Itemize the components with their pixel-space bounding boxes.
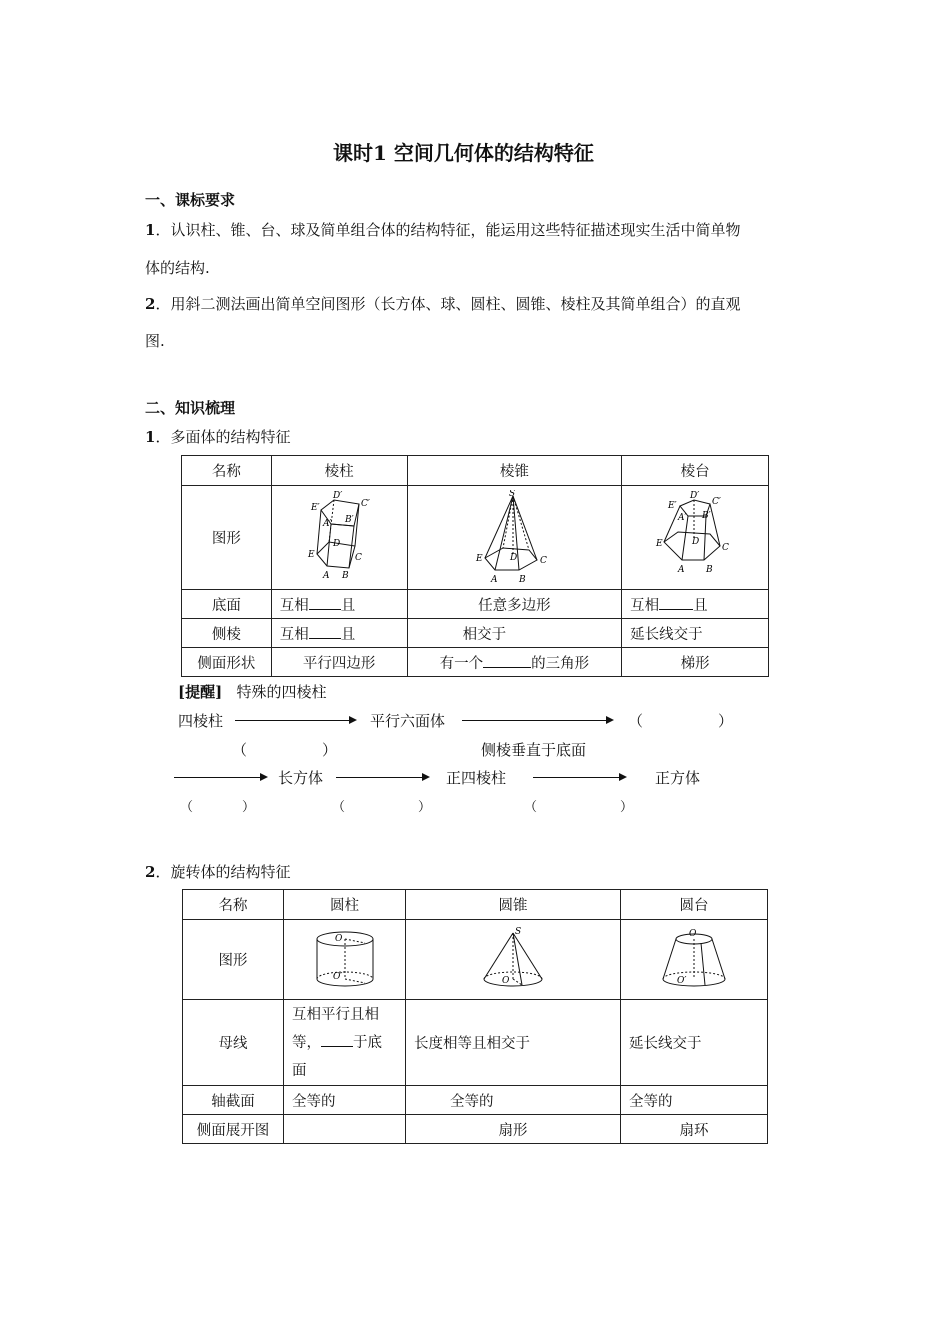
fill-blank [659,609,693,610]
flow-paren-close: ） [718,712,734,730]
polyhedra-table [181,455,769,677]
flow-arrow [533,777,625,778]
header-name: 名称 [182,456,272,486]
cylinder-generatrix-cell [284,1000,406,1086]
prism-figure-cell [271,486,407,590]
frustum-figure-cell [622,486,769,590]
requirement-text: ．认识柱、锥、台、球及简单组合体的结构特征，能运用这些特征描述现实生活中简单物 [155,221,741,239]
requirement-1-cont: 体的结构. [145,259,210,277]
row-label-figure: 图形 [182,486,272,590]
fill-blank [483,667,531,668]
cell-text: 互相 [630,597,660,614]
cell-text: 的三角形 [531,655,590,672]
svg-text:D′: D′ [333,490,343,501]
cell-text: 相交于 [462,626,507,643]
tip-label: [提醒] [178,683,223,701]
flow-condition: 侧棱垂直于底面 [481,741,587,759]
flow-node-cuboid: 长方体 [278,769,324,787]
cylinder-figure [305,927,385,993]
prism-figure [299,490,379,586]
flow-paren-open: （ [180,800,194,815]
svg-text:D: D [333,538,341,549]
cell-text: 且 [340,597,356,614]
cone-figure-cell [406,920,621,1000]
prism-edge-cell [271,619,407,648]
subheading-number: 2 [145,863,156,881]
cone-axial-cell: 全等的 [406,1086,621,1115]
header-frustum-cone: 圆台 [621,890,768,920]
svg-text:O: O [334,933,342,944]
tip-line [178,681,327,702]
header-name: 名称 [183,890,284,920]
subheading-text: ．多面体的结构特征 [155,428,291,446]
cell-text: 互相 [279,597,309,614]
fill-blank [309,638,341,639]
flow-arrow [235,720,355,721]
flow-node-quadrangular-prism: 四棱柱 [178,712,224,730]
svg-text:A: A [678,564,685,575]
flow-paren-open: （ [332,800,346,815]
svg-text:O: O [689,928,697,939]
svg-text:E: E [656,538,663,549]
svg-text:B: B [342,570,349,581]
pyramid-face-cell [407,648,622,677]
svg-text:E′: E′ [668,500,677,511]
flow-arrow [336,777,428,778]
row-label-base: 底面 [182,590,272,619]
cylinder-lateral-cell [284,1115,406,1144]
subheading-solids-of-revolution [145,861,290,882]
fill-blank [321,1046,353,1047]
header-frustum: 棱台 [622,456,769,486]
row-label-generatrix: 母线 [183,1000,284,1086]
svg-text:S: S [515,926,522,937]
requirement-1 [145,219,740,240]
svg-text:B′: B′ [345,514,354,525]
pyramid-figure-cell [407,486,622,590]
cell-text: 且 [693,597,708,614]
row-label-lateral-edge: 侧棱 [182,619,272,648]
row-label-axial-section: 轴截面 [183,1086,284,1115]
header-cylinder: 圆柱 [284,890,406,920]
svg-text:B: B [706,564,713,575]
svg-text:E: E [308,549,315,560]
cell-text: 于底 [353,1034,382,1051]
row-label-lateral-development: 侧面展开图 [183,1115,284,1144]
cylinder-figure-cell [284,920,406,1000]
requirement-2-cont: 图. [145,332,165,350]
svg-text:C′: C′ [712,496,722,507]
svg-text:D: D [692,536,700,547]
section-heading-requirements: 一、课标要求 [145,191,236,209]
pyramid-figure [469,490,559,586]
frustum-edge-cell: 延长线交于 [622,619,769,648]
frustum-cone-figure-cell [621,920,768,1000]
svg-text:C′: C′ [361,498,371,509]
subheading-polyhedra [145,426,290,447]
svg-text:E: E [476,553,483,564]
cell-text: 面 [292,1062,307,1079]
svg-text:S: S [509,489,516,499]
svg-text:D′: D′ [690,490,700,501]
row-label-lateral-face: 侧面形状 [182,648,272,677]
svg-text:A′: A′ [323,518,332,529]
prism-base-cell [271,590,407,619]
frustum-cone-figure [649,927,739,993]
flow-node-regular-prism: 正四棱柱 [446,769,507,787]
svg-text:A: A [491,574,498,585]
requirement-2 [145,293,740,314]
frustum-base-cell [622,590,769,619]
flow-paren-open: （ [232,741,248,759]
svg-text:A: A [323,570,330,581]
cone-generatrix-cell: 长度相等且相交于 [406,1000,621,1086]
cell-text: 等， [292,1034,321,1051]
flow-paren-close: ） [620,800,634,815]
requirement-text: ．用斜二测法画出简单空间图形（长方体、球、圆柱、圆锥、棱柱及其简单组合）的直观 [155,295,741,313]
svg-text:A′: A′ [678,512,687,523]
subheading-text: ．旋转体的结构特征 [155,863,291,881]
frustum-figure [650,490,740,586]
tip-text: 特殊的四棱柱 [236,683,327,701]
row-label-figure: 图形 [183,920,284,1000]
header-cone: 圆锥 [406,890,621,920]
cell-text: 互相平行且相 [292,1006,379,1023]
flow-arrow [462,720,612,721]
flow-paren-open: （ [628,712,644,730]
flow-node-cube: 正方体 [655,769,701,787]
svg-text:O′: O′ [332,971,342,982]
cone-lateral-cell: 扇形 [406,1115,621,1144]
svg-text:E′: E′ [311,502,320,513]
prism-face-cell: 平行四边形 [271,648,407,677]
header-prism: 棱柱 [271,456,407,486]
page-title: 课时1 空间几何体的结构特征 [333,141,594,165]
flow-arrow [174,777,266,778]
svg-text:C: C [540,555,548,566]
flow-node-parallelepiped: 平行六面体 [370,712,446,730]
fill-blank [309,609,341,610]
frustum-cone-generatrix-cell: 延长线交于 [621,1000,768,1086]
flow-paren-close: ） [242,800,256,815]
frustum-cone-axial-cell: 全等的 [621,1086,768,1115]
cylinder-axial-cell: 全等的 [284,1086,406,1115]
revolution-table [182,889,768,1144]
cell-line [292,1029,405,1057]
svg-text:C: C [355,552,363,563]
cell-text: 有一个 [439,655,484,672]
cell-text: 且 [340,626,356,643]
flow-paren-open: （ [524,800,538,815]
flow-paren-close: ） [322,741,338,759]
cone-figure [468,927,558,993]
header-pyramid: 棱锥 [407,456,622,486]
pyramid-edge-cell [407,619,622,648]
section-heading-knowledge: 二、知识梳理 [145,399,236,417]
requirement-number: 1 [145,221,156,239]
svg-text:O: O [502,975,510,986]
pyramid-base-cell: 任意多边形 [407,590,622,619]
subheading-number: 1 [145,428,156,446]
cell-text: 互相 [279,626,309,643]
svg-text:B: B [519,574,526,585]
frustum-cone-lateral-cell: 扇环 [621,1115,768,1144]
frustum-face-cell: 梯形 [622,648,769,677]
svg-text:D: D [510,552,518,563]
svg-text:B′: B′ [702,510,711,521]
svg-text:O′: O′ [677,975,687,986]
svg-text:C: C [722,542,729,553]
flow-paren-close: ） [418,800,432,815]
requirement-number: 2 [145,295,156,313]
